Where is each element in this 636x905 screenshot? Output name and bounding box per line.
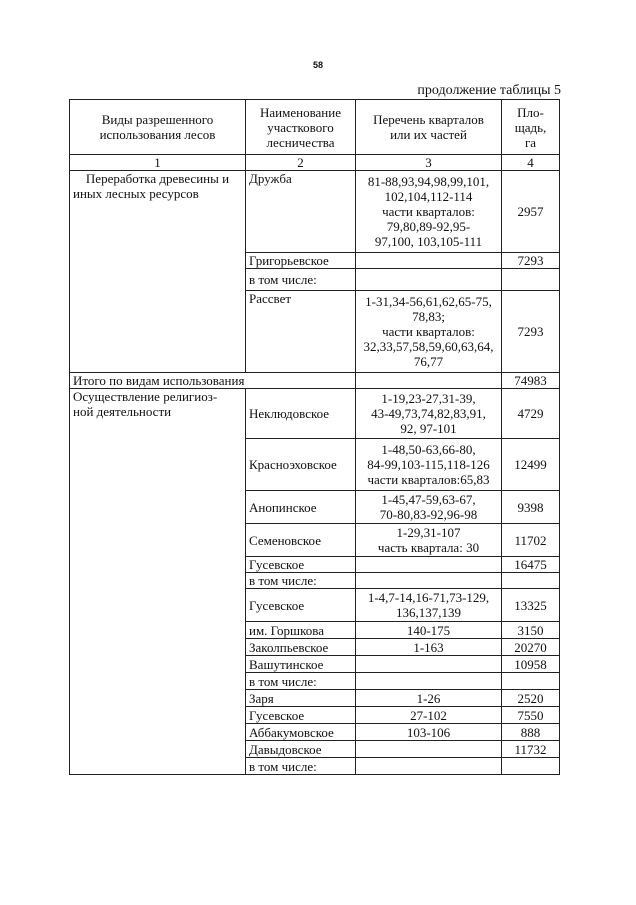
page-number: 58 — [312, 60, 323, 70]
area-cell — [502, 573, 560, 589]
blocks-cell — [356, 253, 502, 269]
blocks-cell: 1-163 — [356, 639, 502, 656]
forestry-cell: Гусевское — [246, 589, 356, 622]
area-cell: 11702 — [502, 524, 560, 557]
forestry-cell: Заколпьевское — [246, 639, 356, 656]
forestry-cell: в том числе: — [246, 269, 356, 291]
blocks-cell: 1-48,50-63,66-80, 84-99,103-115,118-126 части кварталов:65,83 — [356, 439, 502, 491]
forest-use-table — [69, 99, 560, 775]
forestry-cell: Семеновское — [246, 524, 356, 557]
area-cell: 2957 — [502, 171, 560, 253]
blocks-cell — [356, 557, 502, 573]
forestry-cell: в том числе: — [246, 573, 356, 589]
column-number-row — [70, 155, 560, 171]
area-cell: 888 — [502, 724, 560, 741]
area-cell: 3150 — [502, 622, 560, 639]
blocks-cell: 1-4,7-14,16-71,73-129, 136,137,139 — [356, 589, 502, 622]
forestry-cell: Заря — [246, 690, 356, 707]
blocks-cell: 1-31,34-56,61,62,65-75, 78,83; части кварталов: 32,33,57,58,59,60,63,64, 76,77 — [356, 291, 502, 373]
area-cell: 10958 — [502, 656, 560, 673]
blocks-cell: 140-175 — [356, 622, 502, 639]
area-cell: 2520 — [502, 690, 560, 707]
area-cell: 16475 — [502, 557, 560, 573]
forestry-cell: Гусевское — [246, 707, 356, 724]
area-cell: 7550 — [502, 707, 560, 724]
total-value: 74983 — [502, 373, 560, 389]
blocks-cell — [356, 673, 502, 690]
blocks-cell: 1-26 — [356, 690, 502, 707]
forestry-cell: в том числе: — [246, 758, 356, 775]
blocks-cell — [356, 269, 502, 291]
forestry-cell: Гусевское — [246, 557, 356, 573]
forestry-cell: Давыдовское — [246, 741, 356, 758]
table-row — [70, 171, 560, 253]
blocks-cell: 1-29,31-107 часть квартала: 30 — [356, 524, 502, 557]
area-cell: 13325 — [502, 589, 560, 622]
header-area: Пло- щадь, га — [502, 100, 560, 155]
forestry-cell: Красноэховское — [246, 439, 356, 491]
col-num: 1 — [70, 155, 246, 171]
blocks-cell: 27-102 — [356, 707, 502, 724]
blocks-cell — [356, 656, 502, 673]
header-row — [70, 100, 560, 155]
area-cell — [502, 269, 560, 291]
use-type-cell: Осуществление религиоз- ной деятельности — [70, 389, 246, 775]
blocks-cell — [356, 758, 502, 775]
forestry-cell: Анопинское — [246, 491, 356, 524]
blocks-cell: 1-45,47-59,63-67, 70-80,83-92,96-98 — [356, 491, 502, 524]
area-cell — [502, 758, 560, 775]
forestry-cell: в том числе: — [246, 673, 356, 690]
total-label: Итого по видам использования — [70, 373, 356, 389]
header-forestry: Наименование участкового лесничества — [246, 100, 356, 155]
header-blocks: Перечень кварталов или их частей — [356, 100, 502, 155]
col-num: 3 — [356, 155, 502, 171]
area-cell: 11732 — [502, 741, 560, 758]
col-num: 4 — [502, 155, 560, 171]
forestry-cell: Григорьевское — [246, 253, 356, 269]
forestry-cell: Дружба — [246, 171, 356, 253]
blocks-cell — [356, 573, 502, 589]
forestry-cell: Неклюдовское — [246, 389, 356, 439]
blocks-cell: 1-19,23-27,31-39, 43-49,73,74,82,83,91, 92, 97-101 — [356, 389, 502, 439]
use-type-cell: Переработка древесины и иных лесных ресурсов — [70, 171, 246, 373]
forestry-cell: Вашутинское — [246, 656, 356, 673]
area-cell — [502, 673, 560, 690]
blocks-cell: 81-88,93,94,98,99,101, 102,104,112-114 части кварталов: 79,80,89-92,95- 97,100, 103,105-111 — [356, 171, 502, 253]
blocks-cell — [356, 741, 502, 758]
forestry-cell: им. Горшкова — [246, 622, 356, 639]
col-num: 2 — [246, 155, 356, 171]
blocks-cell — [356, 373, 502, 389]
area-cell: 12499 — [502, 439, 560, 491]
total-row — [70, 373, 560, 389]
header-use-type: Виды разрешенного использования лесов — [70, 100, 246, 155]
area-cell: 20270 — [502, 639, 560, 656]
area-cell: 7293 — [502, 291, 560, 373]
area-cell: 7293 — [502, 253, 560, 269]
table-row — [70, 389, 560, 439]
continuation-note: продолжение таблицы 5 — [417, 83, 561, 98]
area-cell: 9398 — [502, 491, 560, 524]
area-cell: 4729 — [502, 389, 560, 439]
blocks-cell: 103-106 — [356, 724, 502, 741]
forestry-cell: Рассвет — [246, 291, 356, 373]
forestry-cell: Аббакумовское — [246, 724, 356, 741]
